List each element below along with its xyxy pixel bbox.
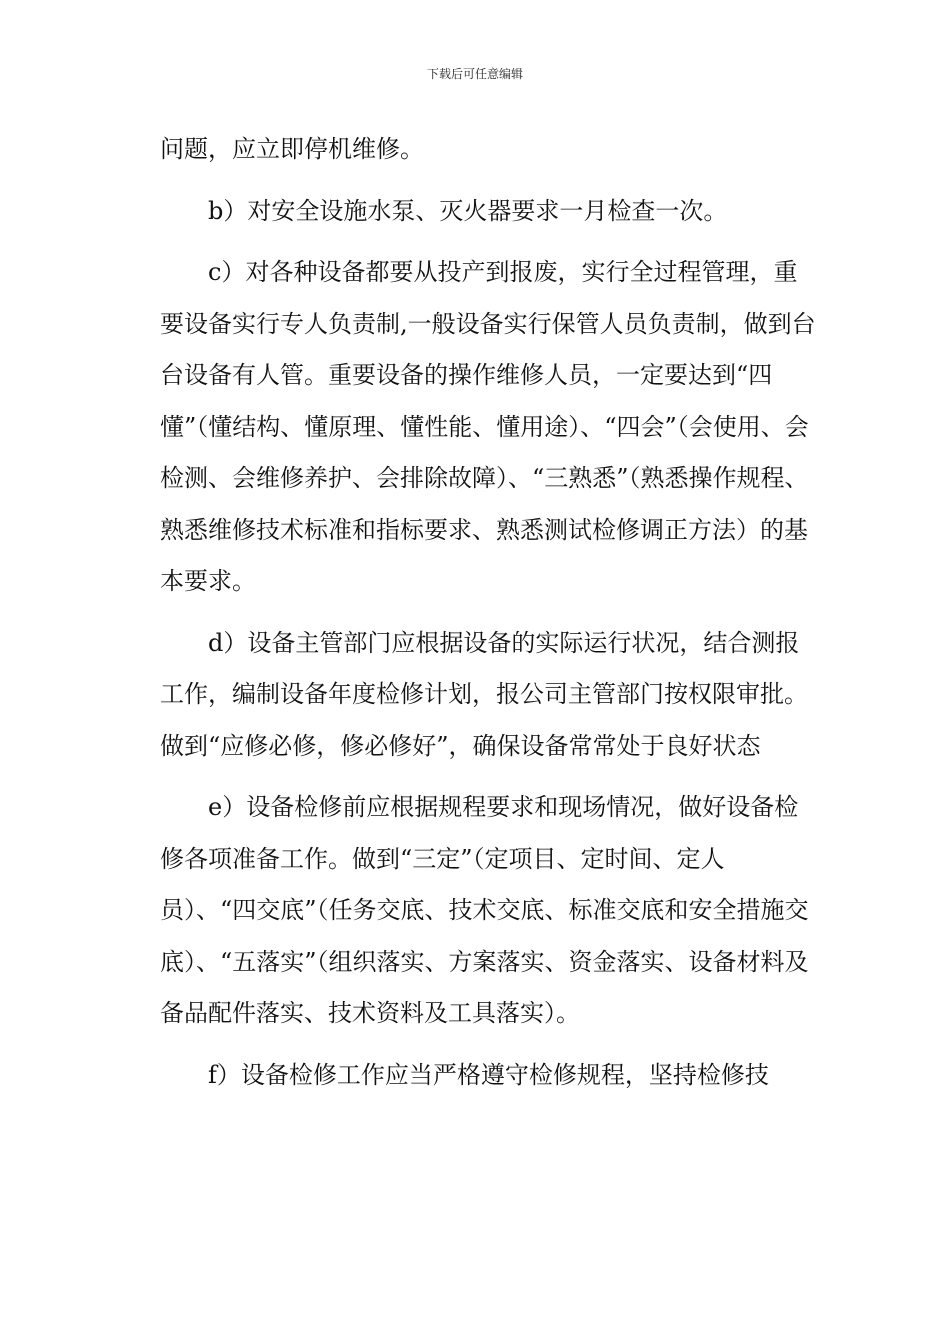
- paragraph-c: c）对各种设备都要从投产到报废，实行全过程管理，重要设备实行专人负责制,一般设备实行保管人员负责制，做到台台设备有人管。重要设备的操作维修人员，一定要达到“四懂”（懂结构、懂原理、懂性能、懂用途）、“四会”（会使用、会检测、会维修养护、会排除故障）、“三熟悉”（熟悉操作规程、熟悉维修技术标准和指标要求、熟悉测试检修调正方法）的基本要求。: [160, 258, 816, 595]
- document-body: [160, 124, 820, 1111]
- paragraph-d: d）设备主管部门应根据设备的实际运行状况，结合测报工作，编制设备年度检修计划，报公司主管部门按权限审批。做到“应修必修，修必修好”，确保设备常常处于良好状态: [160, 628, 808, 760]
- page-header: 下载后可任意编辑: [426, 67, 523, 81]
- paragraph-e: e）设备检修前应根据规程要求和现场情况，做好设备检修各项准备工作。做到“三定”（定项目、定时间、定人员）、“四交底”（任务交底、技术交底、标准交底和安全措施交底）、“五落实”（组织落实、方案落实、资金落实、设备材料及备品配件落实、技术资料及工具落实）。: [160, 793, 809, 1027]
- paragraph-b: b）对安全设施水泵、灭火器要求一月检查一次。: [208, 196, 728, 225]
- paragraph-f: f）设备检修工作应当严格遵守检修规程，坚持检修技: [208, 1060, 769, 1089]
- paragraph-a-continuation: 问题，应立即停机维修。: [160, 135, 424, 163]
